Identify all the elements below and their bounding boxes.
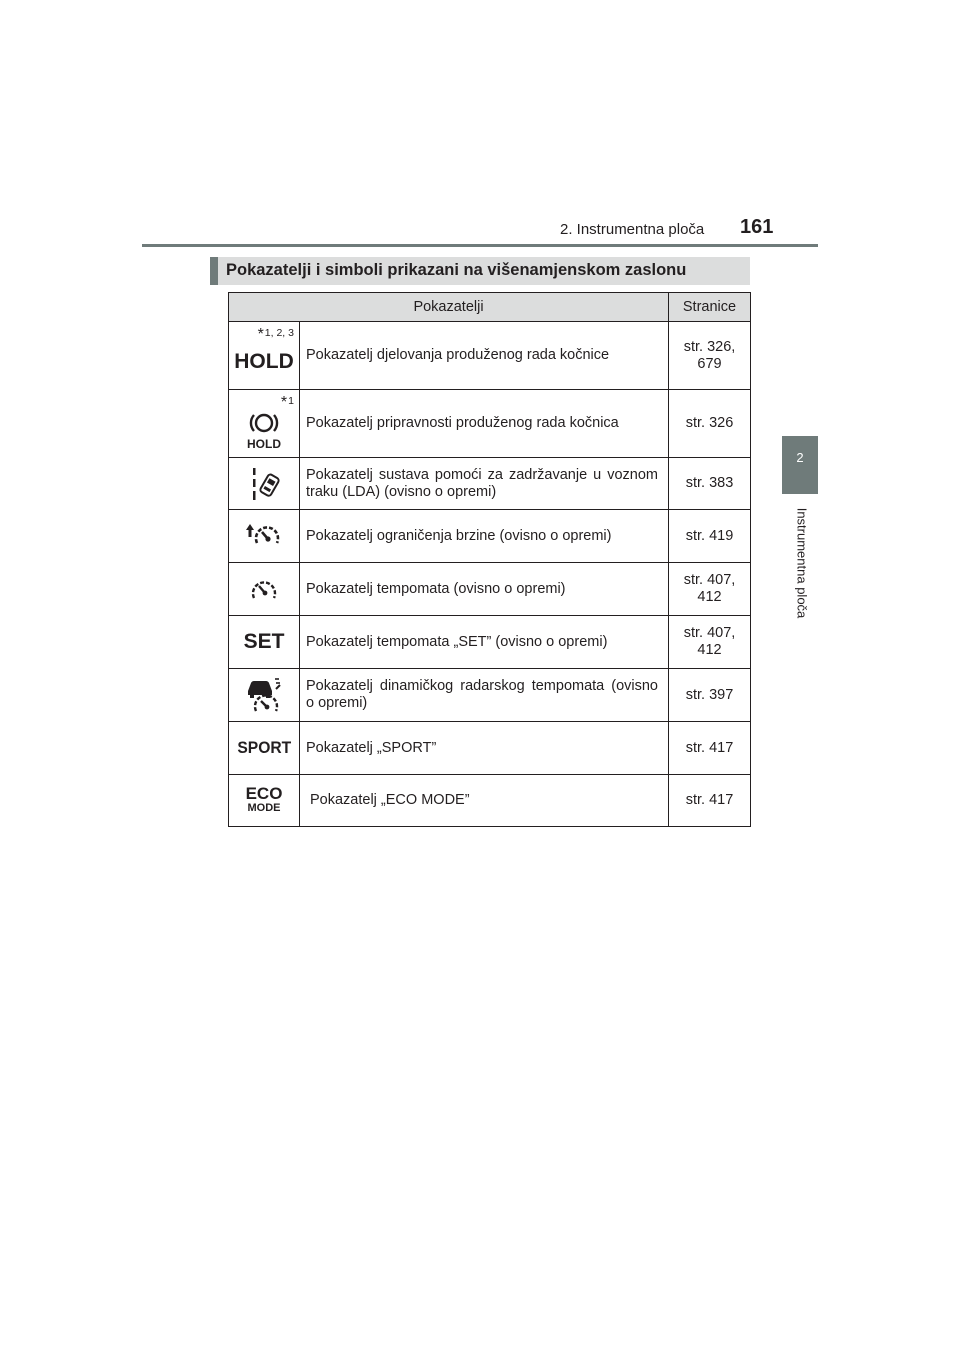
page-reference: str. 419 [669, 510, 751, 563]
table-row [229, 616, 751, 669]
header-divider [142, 244, 818, 247]
eco-mode-icon [229, 783, 299, 816]
section-heading-bar [210, 257, 750, 285]
table-row [229, 390, 751, 458]
icon-cell [229, 510, 300, 563]
page-reference: str. 407, 412 [669, 563, 751, 616]
section-title: Pokazatelji i simboli prikazani na višenamjenskom zaslonu [226, 261, 687, 279]
icon-cell [229, 390, 300, 458]
page-number: 161 [740, 216, 774, 238]
icon-cell [229, 775, 300, 827]
page-reference: str. 383 [669, 458, 751, 510]
chapter-title: 2. Instrumentna ploča [560, 221, 705, 238]
description-cell: Pokazatelj djelovanja produženog rada kočnice [300, 322, 669, 390]
description-cell: Pokazatelj sustava pomoći za zadržavanje u voznom traku (LDA) (ovisno o opremi) [300, 458, 669, 510]
icon-cell [229, 669, 300, 722]
hold-label: HOLD [247, 436, 281, 451]
icon-cell [229, 458, 300, 510]
page-reference: str. 326 [669, 390, 751, 458]
radar-cruise-control-icon [242, 677, 286, 713]
icon-cell [229, 322, 300, 390]
page-reference: str. 326, 679 [669, 322, 751, 390]
table-row [229, 722, 751, 775]
page-reference: str. 417 [669, 775, 751, 827]
speed-limiter-icon [244, 520, 284, 552]
table-row [229, 322, 751, 390]
hold-icon: HOLD [234, 349, 294, 373]
description-cell: Pokazatelj tempomata (ovisno o opremi) [300, 563, 669, 616]
table-row [229, 669, 751, 722]
page-reference: str. 407, 412 [669, 616, 751, 669]
brake-circle-icon [248, 410, 280, 436]
description-cell: Pokazatelj pripravnosti produženog rada kočnica [300, 390, 669, 458]
description-cell: Pokazatelj „SPORT” [300, 722, 669, 775]
footnote-marker: *1, 2, 3 [257, 326, 294, 343]
table-header-pages: Stranice [669, 293, 751, 322]
icon-cell [229, 563, 300, 616]
section-accent [210, 257, 218, 285]
table-row [229, 563, 751, 616]
table-row [229, 510, 751, 563]
table-row [229, 458, 751, 510]
icon-cell [229, 722, 300, 775]
indicator-table [228, 292, 751, 827]
icon-cell [229, 616, 300, 669]
cruise-control-icon [247, 574, 281, 604]
footnote-marker: *1 [280, 394, 294, 411]
mode-label: MODE [247, 801, 281, 814]
page-reference: str. 417 [669, 722, 751, 775]
description-cell: Pokazatelj dinamičkog radarskog tempomata (ovisno o opremi) [300, 669, 669, 722]
description-cell: Pokazatelj tempomata „SET” (ovisno o opremi) [300, 616, 669, 669]
chapter-tab-label: Instrumentna ploča [794, 507, 810, 619]
sport-mode-icon: SPORT [237, 738, 291, 757]
chapter-tab-number: 2 [796, 450, 804, 465]
description-cell: Pokazatelj „ECO MODE” [300, 775, 669, 827]
table-header-indicators: Pokazatelji [229, 293, 669, 322]
table-header-row [229, 293, 751, 322]
table-row [229, 775, 751, 827]
page-reference: str. 397 [669, 669, 751, 722]
chapter-tab [782, 436, 818, 494]
lane-departure-alert-icon [247, 466, 281, 502]
eco-label: ECO [245, 783, 283, 803]
set-icon: SET [243, 630, 285, 653]
description-cell: Pokazatelj ograničenja brzine (ovisno o opremi) [300, 510, 669, 563]
